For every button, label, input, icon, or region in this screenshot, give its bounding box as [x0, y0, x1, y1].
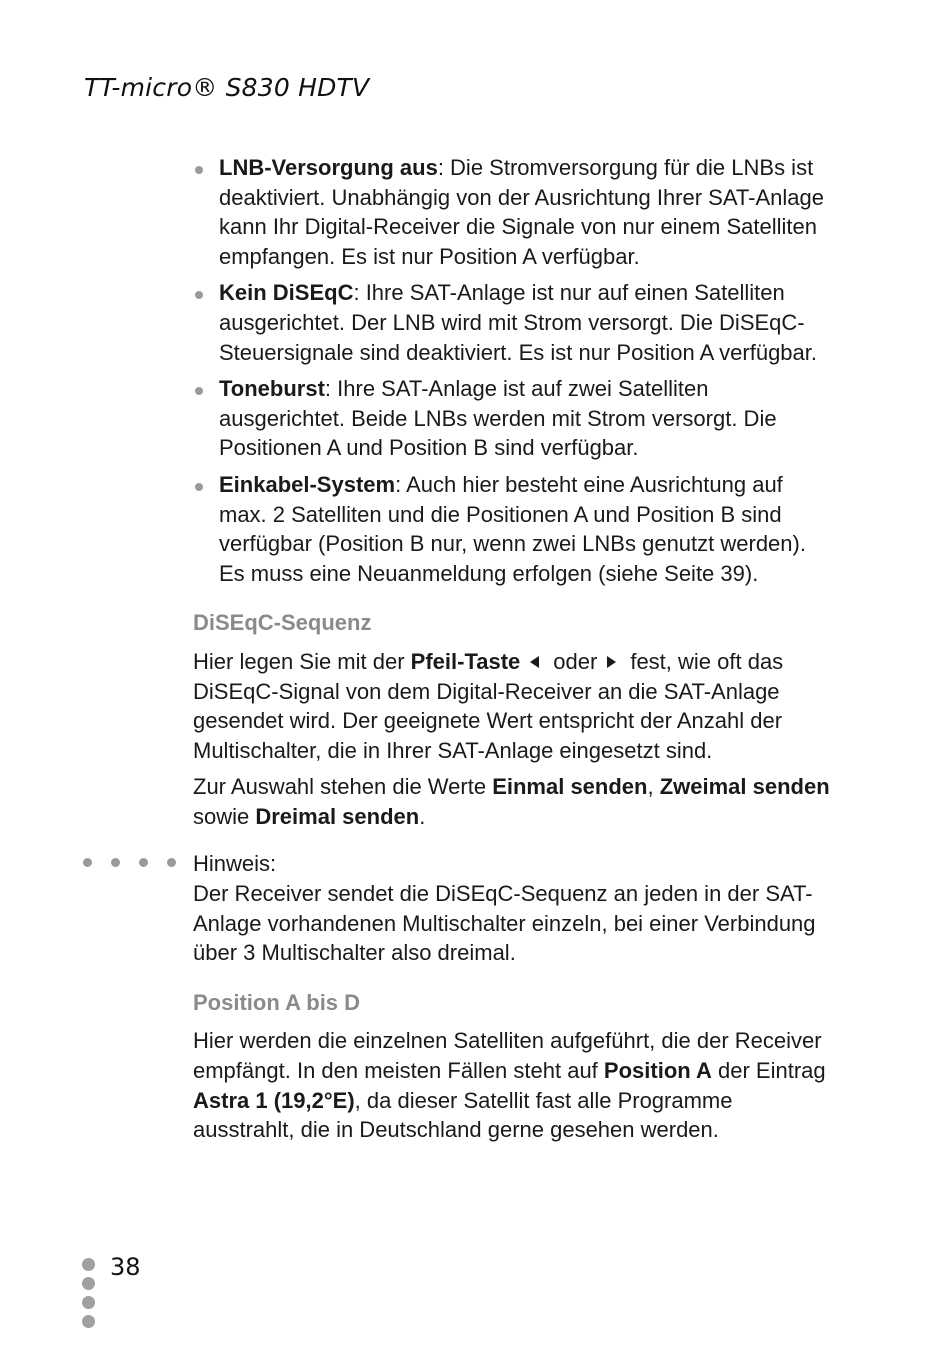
satellite-name: Astra 1 (19,2°E): [193, 1087, 355, 1113]
option-list: [193, 153, 833, 588]
text-run: ,: [647, 774, 660, 800]
list-item-text: : Ihre SAT-Anlage ist auf zwei Satelliten ausgerichtet. Beide LNBs werden mit Strom versorgt. Die Positionen A und Position B sind verfügbar.: [219, 376, 777, 461]
text-run: sowie: [193, 803, 256, 829]
page-header-title: TT-micro® S830 HDTV: [84, 73, 370, 102]
list-item-term: Kein DiSEqC: [219, 280, 354, 306]
section-heading-diseqc: DiSEqC-Sequenz: [193, 610, 372, 636]
text-run: Zur Auswahl stehen die Werte: [193, 774, 493, 800]
arrow-right-icon: [607, 656, 616, 668]
option-value: Zweimal senden: [659, 774, 830, 800]
list-item-term: Toneburst: [219, 376, 325, 402]
list-item: [193, 153, 833, 271]
list-item-term: Einkabel-System: [219, 471, 396, 497]
text-run: Hier legen Sie mit der: [193, 648, 411, 674]
text-run: .: [419, 803, 426, 829]
text-run: oder: [553, 648, 598, 674]
list-item-text: : Die Stromversorgung für die LNBs ist deaktiviert. Unabhängig von der Ausrichtung Ihrer SAT-Anlage kann Ihr Digital-Receiver die Signale von nur einem Satelliten empfangen. Es ist nur Position A verfügbar.: [219, 155, 824, 269]
note-label: Hinweis:: [193, 851, 277, 877]
page-number: 38: [110, 1253, 141, 1281]
list-item-text: : Ihre SAT-Anlage ist nur auf einen Satelliten ausgerichtet. Der LNB wird mit Strom versorgt. Die DiSEqC-Steuersignale sind deaktiviert. Es ist nur Position A verfügbar.: [219, 280, 817, 365]
footer-dots-icon: [82, 1258, 95, 1328]
diseqc-paragraph: [193, 647, 833, 765]
option-value: Einmal senden: [492, 774, 648, 800]
option-value: Dreimal senden: [255, 803, 420, 829]
text-run: fest, wie oft das DiSEqC-Signal von dem Digital-Receiver an die SAT-Anlage gesendet wird. Der geeignete Wert entspricht der Anzahl der Multischalter, die in Ihrer SAT-Anlage eingesetzt sind.: [193, 648, 784, 763]
diseqc-options-paragraph: [193, 772, 833, 831]
note-dots-icon: [83, 858, 176, 867]
note-block: [193, 849, 833, 967]
list-item: [193, 278, 833, 367]
list-item: [193, 374, 833, 463]
key-name: Pfeil-Taste: [410, 648, 521, 674]
list-item-text: : Auch hier besteht eine Ausrichtung auf max. 2 Satelliten und die Positionen A und Position B sind verfügbar (Position B nur, wenn zwei LNBs genutzt werden). Es muss eine Neuanmeldung erfolgen (siehe Seite 39).: [219, 471, 806, 586]
position-key: Position A: [603, 1058, 712, 1084]
arrow-left-icon: [530, 656, 539, 668]
main-content: [193, 153, 833, 1152]
position-paragraph: [193, 1026, 833, 1144]
text-run: der Eintrag: [711, 1058, 826, 1084]
text-run: Hier werden die einzelnen Satelliten aufgeführt, die der Receiver empfängt. In den meisten Fällen steht auf: [193, 1028, 822, 1084]
section-heading-position: Position A bis D: [193, 989, 361, 1015]
note-text: Der Receiver sendet die DiSEqC-Sequenz an jeden in der SAT-Anlage vorhandenen Multischalter einzeln, bei einer Verbindung über 3 Multischalter also dreimal.: [193, 881, 816, 966]
list-item-term: LNB-Versorgung aus: [219, 155, 438, 180]
list-item: [193, 470, 833, 588]
text-run: , da dieser Satellit fast alle Programme ausstrahlt, die in Deutschland gerne gesehen werden.: [193, 1087, 733, 1143]
